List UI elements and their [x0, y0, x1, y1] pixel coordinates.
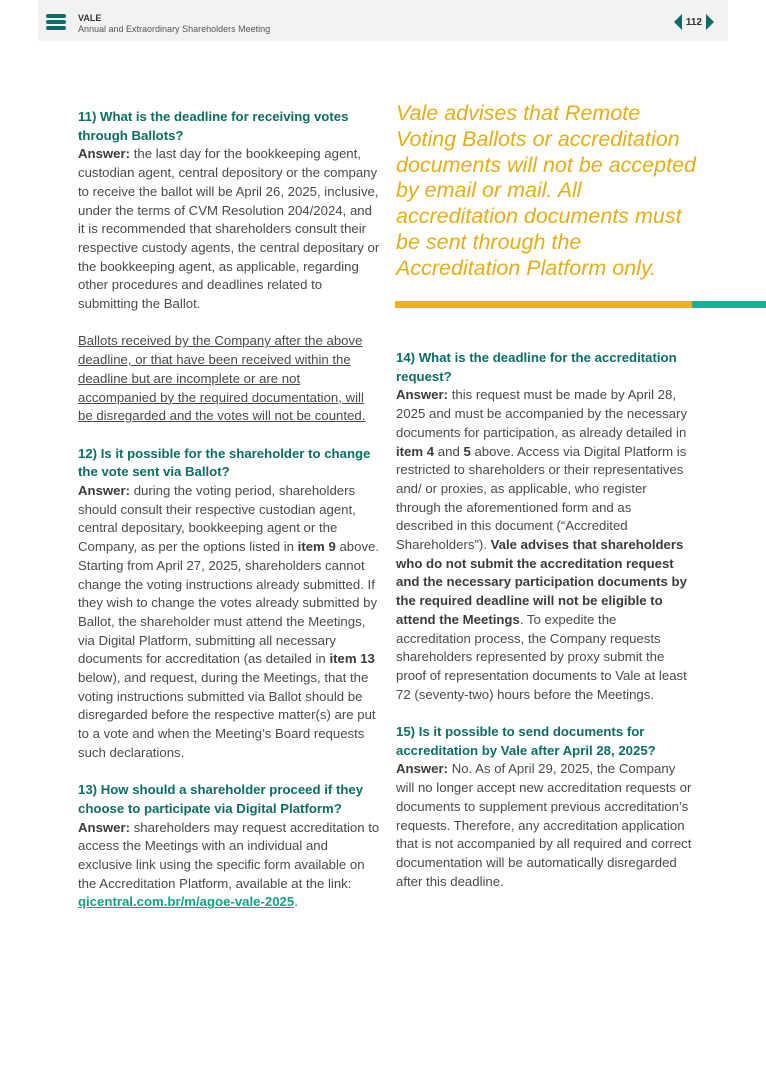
prev-page-icon[interactable] — [674, 14, 682, 30]
document-subtitle: Annual and Extraordinary Shareholders Meeting — [78, 24, 271, 34]
answer-label: Answer: — [78, 146, 131, 162]
accreditation-notice: Vale advises that Remote Voting Ballots or accreditation documents will not be accepted by email or mail. All accreditation documents must be sent through the Accreditation Platform only. — [396, 101, 696, 280]
faq-answer — [396, 386, 692, 704]
answer-text: this request must be made by April 28, 2025 and must be accompanied by the necessary documents for participation, as already detailed in — [396, 387, 688, 440]
answer-text: item 13 — [329, 651, 375, 667]
divider-green — [692, 301, 766, 308]
answer-label: Answer: — [396, 761, 449, 777]
answer-text: . — [294, 894, 298, 910]
faq-answer — [78, 819, 380, 913]
answer-text: the last day for the bookkeeping agent, custodian agent, central depository or the company to receive the ballot will be April 26, 2025, inclusive, under the terms of CVM Resolution 204/2024, and it is recommended that shareholders consult their respective custody agents, the central depositary or the bookkeeping agent, as applicable, regarding other procedures and deadlines related to submitting the Ballot. — [78, 146, 380, 312]
answer-text: Vale advises that shareholders who do not submit the accreditation request and the necessary participation documents by the required deadline will not be eligible to attend the Meetings — [396, 537, 687, 627]
answer-text: above. Starting from April 27, 2025, shareholders cannot change the voting instructions already submitted. If they wish to change the votes already submitted by Ballot, the shareholder must attend the Meetings, via Digital Platform, submitting all necessary documents for accreditation (as detailed in — [78, 539, 380, 667]
faq-answer — [396, 760, 692, 891]
answer-text: above. Access via Digital Platform is restricted to shareholders or their representatives and/ or proxies, as applicable, who register through the aforementioned form and as described in this document (“Accredited Shareholders”). — [396, 443, 687, 553]
answer-text: . To expedite the accreditation process, the Company requests shareholders represented by proxy submit the proof of representation documents to Vale at least 72 (seventy-two) hours before the Meetings. — [396, 611, 687, 702]
faq-answer — [78, 482, 380, 763]
divider-yellow — [395, 301, 692, 308]
pager — [674, 14, 714, 30]
answer-text: Ballots received by the Company after the above deadline, or that have been received within the deadline but are incomplete or are not accompanied by the required documentation, will be disregarded and the votes will not be counted. — [78, 333, 366, 424]
faq-answer — [78, 145, 380, 313]
answer-label: Answer: — [78, 819, 131, 835]
answer-text: item 4 — [396, 443, 435, 459]
faq-question: 14) What is the deadline for the accreditation request? — [396, 350, 677, 384]
answer-text: during the voting period, shareholders should consult their respective custodian agent, central depositary, bookkeeping agent or the Company, as per the options listed in — [78, 483, 356, 555]
next-page-icon[interactable] — [706, 14, 714, 30]
answer-label: Answer: — [78, 483, 131, 499]
faq-question: 15) Is it possible to send documents for accreditation by Vale after April 28, 2025? — [396, 724, 656, 758]
answer-text: item 9 — [297, 539, 336, 555]
answer-text: shareholders may request accreditation to access the Meetings with an individual and exclusive link using the specific form available on the Accreditation Platform, available at the link: — [78, 819, 380, 891]
header-bar — [38, 0, 728, 41]
brand — [78, 13, 270, 35]
answer-text: and — [434, 443, 464, 459]
faq-question: 12) Is it possible for the shareholder to change the vote sent via Ballot? — [78, 445, 371, 480]
menu-icon[interactable] — [46, 14, 66, 30]
answer-text: No. As of April 29, 2025, the Company will no longer accept new accreditation requests or documents to supplement previous accreditation’s requests. Therefore, any accreditation application that is not accompanied by all required and correct documentation will be automatically disregarded after this deadline. — [396, 761, 692, 889]
page-number: 112 — [685, 16, 702, 28]
answer-text: 5 — [463, 443, 471, 459]
right-column — [396, 349, 692, 910]
answer-label: Answer: — [396, 387, 449, 403]
faq-question: 11) What is the deadline for receiving votes through Ballots? — [78, 109, 349, 143]
answer-text: below), and request, during the Meetings, that the voting instructions submitted via Ballot should be disregarded before the respective matter(s) are put to a vote and when the Meeting’s Board requests such declarations. — [78, 670, 376, 760]
left-column — [78, 108, 380, 931]
faq-answer — [78, 332, 380, 426]
accreditation-link[interactable]: qicentral.com.br/m/agoe-vale-2025 — [78, 894, 295, 910]
brand-name: VALE — [78, 13, 102, 23]
faq-question: 13) How should a shareholder proceed if they choose to participate via Digital Platform? — [78, 782, 364, 816]
